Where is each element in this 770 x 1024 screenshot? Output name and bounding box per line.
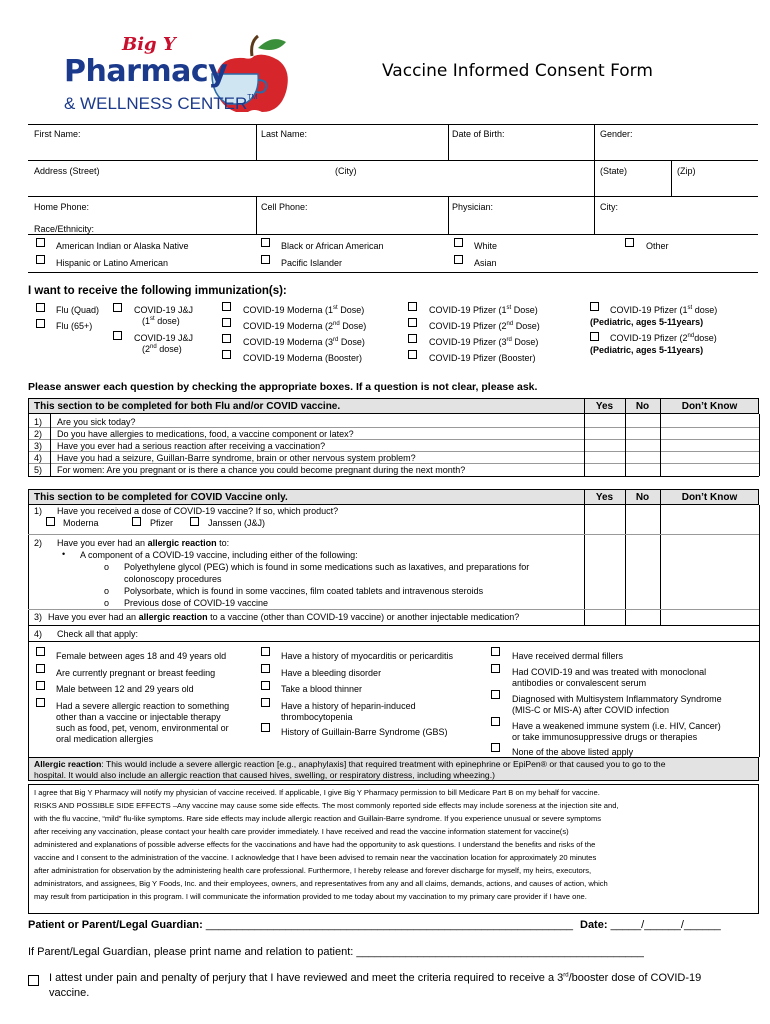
check-monoclonal[interactable] <box>491 664 500 673</box>
pfizer-dose1-label <box>429 305 538 315</box>
check-label: antibodies or convalescent serum <box>512 678 647 688</box>
s1-dk-col[interactable] <box>660 414 661 476</box>
s2-q1-janssen-label: Janssen (J&J) <box>208 518 266 528</box>
race-option-label: American Indian or Alaska Native <box>56 241 189 251</box>
s2-row-line <box>28 625 759 626</box>
logo-sub: & WELLNESS CENTER <box>64 94 248 113</box>
circle-bullet-icon: o <box>104 586 110 596</box>
jj-dose1-b: (1 <box>142 316 151 326</box>
moderna-dose3-label <box>243 337 365 347</box>
s2-no-col[interactable] <box>625 505 626 625</box>
s2-q3-text <box>48 612 519 622</box>
consent-line: after receiving any vaccination, please contact your health care provider immediately. I have received and read the vaccine information statement for vaccine(s) <box>34 827 569 836</box>
s2-q1-pfizer-checkbox[interactable] <box>132 517 141 526</box>
race-checkbox-white[interactable] <box>454 238 463 247</box>
pfizer-dose3-sup: rd <box>506 337 512 343</box>
jj-dose2-c: dose) <box>156 344 182 354</box>
consent-line: vaccine and I consent to the administration of the vaccine. I acknowledge that I have been advised to remain near the vaccination location for approximately 20 minutes <box>34 853 597 862</box>
race-checkbox-pacific-islander[interactable] <box>261 255 270 264</box>
check-label: Had COVID-19 and was treated with monoclonal <box>512 667 707 677</box>
cell-phone-field[interactable]: Cell Phone: <box>261 202 308 212</box>
s2-q2-text <box>57 538 229 548</box>
pfizer-ped-dose1-checkbox[interactable] <box>590 302 599 311</box>
s2-q3-num: 3) <box>34 612 43 622</box>
moderna-dose2-checkbox[interactable] <box>222 318 231 327</box>
grid-v2 <box>448 124 449 160</box>
pfizer-ped-dose1-label <box>610 305 717 315</box>
pfizer-ped-dose2-sup: nd <box>687 333 695 339</box>
circle-bullet-icon: o <box>104 562 110 572</box>
check-label: Have a history of myocarditis or pericarditis <box>281 651 454 661</box>
check-label: Had a severe allergic reaction to something <box>56 701 230 711</box>
s1-dk-header: Don’t Know <box>681 401 738 412</box>
s2-dk-col[interactable] <box>660 505 661 625</box>
s1-q2-num: 2) <box>34 429 43 439</box>
check-dermal-fillers[interactable] <box>491 647 500 656</box>
check-heparin[interactable] <box>261 698 270 707</box>
consent-line: with the flu vaccine, “mild” flu-like symptoms. Rare side effects may include allergic reaction and Guillain-Barre syndrome. If you experience unusual or severe symptoms <box>34 814 602 823</box>
allergic-note-line2: hospital. It would also include an allergic reaction that caused hives, swelling, or respiratory distress, including wheezing.) <box>34 770 495 780</box>
s1-bottom <box>28 476 759 477</box>
jj-dose1-c: dose) <box>154 316 180 326</box>
grid-top <box>28 124 758 125</box>
s2-q1-text: Have you received a dose of COVID-19 vaccine? If so, which product? <box>57 506 339 516</box>
check-label: Take a blood thinner <box>281 684 363 694</box>
race-label: Race/Ethnicity: <box>34 224 95 234</box>
patient-signature-label: Patient or Parent/Legal Guardian: <box>28 919 203 931</box>
zip-field[interactable]: (Zip) <box>677 166 696 176</box>
check-label: Have a bleeding disorder <box>281 668 382 678</box>
date-row <box>580 919 721 931</box>
moderna-dose2-label <box>243 321 366 331</box>
s2-q3-a: Have you ever had an <box>48 612 139 622</box>
s1-row-line <box>28 427 759 428</box>
check-label: (MIS-C or MIS-A) after COVID infection <box>512 705 670 715</box>
moderna-dose1-a: COVID-19 Moderna (1 <box>243 305 334 315</box>
pfizer-ped-dose1-note: (Pediatric, ages 5-11years) <box>590 317 704 327</box>
pfizer-dose1-a: COVID-19 Pfizer (1 <box>429 305 507 315</box>
race-checkbox-black[interactable] <box>261 238 270 247</box>
attest-b: /booster dose of COVID-19 <box>568 972 702 984</box>
s2-q2-a: Have you ever had an <box>57 538 148 548</box>
s2-yes-col[interactable] <box>584 505 585 625</box>
race-option-label: Asian <box>474 258 497 268</box>
grid-v1 <box>256 124 257 160</box>
s2-no-header: No <box>635 492 650 503</box>
s1-q5-num: 5) <box>34 465 43 475</box>
s1-yes-col[interactable] <box>584 414 585 476</box>
pfizer-dose1-c: Dose) <box>511 305 538 315</box>
pfizer-dose1-sup: st <box>506 305 512 311</box>
jj-dose2-label: COVID-19 J&J <box>134 333 194 343</box>
s1-q2-text: Do you have allergies to medications, food, a vaccine component or latex? <box>57 429 354 439</box>
pfizer-dose2-label <box>429 321 540 331</box>
grid-line-2 <box>28 196 758 197</box>
race-option-label: White <box>474 241 498 251</box>
grid-v8 <box>594 196 595 234</box>
logo <box>56 28 296 118</box>
race-option-label: Pacific Islander <box>281 258 343 268</box>
grid-line-1 <box>28 160 758 161</box>
circle-bullet-icon: o <box>104 598 110 608</box>
check-label: Have received dermal fillers <box>512 651 624 661</box>
guardian-row <box>28 946 644 958</box>
patient-signature-line[interactable]: ____________________________________________________________ <box>205 919 573 931</box>
guardian-label: If Parent/Legal Guardian, please print name and relation to patient: <box>28 946 354 958</box>
check-male-12-29[interactable] <box>36 681 45 690</box>
jj-dose1-label: COVID-19 J&J <box>134 305 194 315</box>
s2-row-line <box>28 534 759 535</box>
s2-row-line <box>28 641 759 642</box>
grid-v4 <box>594 160 595 196</box>
flu-quad-label: Flu (Quad) <box>56 305 100 315</box>
pfizer-dose3-c: Dose) <box>511 337 539 347</box>
logo-big-y: Big Y <box>122 34 176 55</box>
consent-line: administered and explanations of possible adverse effects for the vaccinations and have had the opportunity to ask questions. I understand the benefits and risks of the <box>34 840 596 849</box>
s2-q3-b: allergic reaction <box>138 612 208 622</box>
s2-row-line <box>28 609 759 610</box>
moderna-dose1-sup: st <box>333 305 338 311</box>
gender-field[interactable]: Gender: <box>600 129 633 139</box>
s2-right <box>759 505 760 757</box>
check-severe-allergy[interactable] <box>36 698 45 707</box>
moderna-dose3-a: COVID-19 Moderna (3 <box>243 337 334 347</box>
consent-line: after administration for observation by the administering health care professional. Furthermore, I hereby release and forever discharge for myself, my heirs, executors, <box>34 866 592 875</box>
s2-dk-header: Don’t Know <box>681 492 738 503</box>
s2-left <box>28 505 29 757</box>
jj-dose2-sub <box>142 344 182 354</box>
pfizer-ped-dose2-checkbox[interactable] <box>590 332 599 341</box>
check-label: such as food, pet, venom, environmental or <box>56 723 229 733</box>
s2-q1-num: 1) <box>34 506 43 516</box>
moderna-booster-label: COVID-19 Moderna (Booster) <box>243 353 363 363</box>
s1-no-col[interactable] <box>625 414 626 476</box>
logo-tm: TM <box>247 94 258 101</box>
bullet-icon: • <box>62 549 66 559</box>
s1-q1-text: Are you sick today? <box>57 417 136 427</box>
pfizer-ped-dose2-note: (Pediatric, ages 5-11years) <box>590 345 704 355</box>
check-label: Are currently pregnant or breast feeding <box>56 668 216 678</box>
s2-q2-bullet: A component of a COVID-19 vaccine, including either of the following: <box>80 550 358 560</box>
check-label: Have a history of heparin-induced <box>281 701 416 711</box>
s1-row-line <box>28 439 759 440</box>
city-field[interactable]: (City) <box>335 166 357 176</box>
check-label: None of the above listed apply <box>512 747 634 757</box>
jj-dose1-checkbox[interactable] <box>113 303 122 312</box>
check-label: Male between 12 and 29 years old <box>56 684 194 694</box>
s1-q3-num: 3) <box>34 441 43 451</box>
check-label: History of Guillain-Barre Syndrome (GBS) <box>281 727 448 737</box>
allergic-note-line1 <box>34 759 666 769</box>
last-name-field[interactable]: Last Name: <box>261 129 308 139</box>
s2-q1-janssen-checkbox[interactable] <box>190 517 199 526</box>
moderna-dose2-sup: nd <box>333 321 340 327</box>
grid-line-4 <box>28 272 758 273</box>
attest-checkbox[interactable] <box>28 975 39 986</box>
pfizer-ped-dose1-c: dose) <box>692 305 718 315</box>
s1-no-header: No <box>635 401 650 412</box>
check-label: Diagnosed with Multisystem Inflammatory Syndrome <box>512 694 722 704</box>
race-option-label: Black or African American <box>281 241 384 251</box>
s2-q1-pfizer-label: Pfizer <box>150 518 174 528</box>
grid-v7 <box>448 196 449 234</box>
date-label: Date: <box>580 919 608 931</box>
moderna-dose2-a: COVID-19 Moderna (2 <box>243 321 334 331</box>
immunization-heading: I want to receive the following immunization(s): <box>28 285 287 297</box>
attest-sup: rd <box>563 972 569 979</box>
race-checkbox-american-indian[interactable] <box>36 238 45 247</box>
s1-row-line <box>28 451 759 452</box>
moderna-dose3-sup: rd <box>333 337 339 343</box>
consent-line: RISKS AND POSSIBLE SIDE EFFECTS –Any vaccine may cause some side effects. The most commonly reported side effects may include soreness at the injection site and, <box>34 801 619 810</box>
date-line[interactable]: _____/______/______ <box>607 919 721 931</box>
race-option-label: Other <box>646 241 669 251</box>
section1-title: This section to be completed for both Flu and/or COVID vaccine. <box>34 401 341 412</box>
allergic-note-text1: : This would include a severe allergic reaction [e.g., anaphylaxis] that required treatment with epinephrine or EpiPen® or that caused you to go to the <box>101 759 666 769</box>
check-label: or take immunosuppressive drugs or therapies <box>512 732 698 742</box>
patient-signature-row <box>28 919 573 931</box>
consent-line: administrators, and assignees, Big Y Foods, Inc. and their employees, owners, and representatives from any and all claims, demands, actions, and causes of action, which <box>34 879 608 888</box>
attest-text <box>49 972 701 984</box>
attest-text-line2: vaccine. <box>49 987 90 999</box>
s2-q2-sub1a: Polyethylene glycol (PEG) which is found in some medications such as laxatives, and preparations for <box>124 562 530 572</box>
s1-yes-header: Yes <box>595 401 614 412</box>
pfizer-ped-dose1-sup: st <box>687 305 693 311</box>
s2-q2-sub3: Previous dose of COVID-19 vaccine <box>124 598 269 608</box>
jj-dose1-sup: st <box>150 316 155 322</box>
instructions: Please answer each question by checking the appropriate boxes. If a question is not clear, please ask. <box>28 381 538 393</box>
form-title: Vaccine Informed Consent Form <box>382 61 653 81</box>
pfizer-dose3-label <box>429 337 538 347</box>
jj-dose2-b: (2 <box>142 344 151 354</box>
s1-q5-text: For women: Are you pregnant or is there a chance you could become pregnant during the next month? <box>57 465 466 475</box>
check-none-apply[interactable] <box>491 743 500 752</box>
check-weakened-immune[interactable] <box>491 717 500 726</box>
s2-q4-text: Check all that apply: <box>57 629 139 639</box>
s1-q4-num: 4) <box>34 453 43 463</box>
grid-v3 <box>594 124 595 160</box>
pfizer-ped-dose2-c: dose) <box>694 333 717 343</box>
moderna-booster-checkbox[interactable] <box>222 350 231 359</box>
pfizer-dose1-checkbox[interactable] <box>408 302 417 311</box>
s1-row-line <box>28 463 759 464</box>
s2-q3-c: to a vaccine (other than COVID-19 vaccine) or another injectable medication? <box>207 612 520 622</box>
pfizer-ped-dose2-a: COVID-19 Pfizer (2 <box>610 333 688 343</box>
flu-65-checkbox[interactable] <box>36 319 45 328</box>
s2-q1-moderna-label: Moderna <box>63 518 99 528</box>
check-blood-thinner[interactable] <box>261 681 270 690</box>
pfizer-ped-dose1-a: COVID-19 Pfizer (1 <box>610 305 688 315</box>
check-label: thrombocytopenia <box>281 712 353 722</box>
check-label: oral medication allergies <box>56 734 154 744</box>
race-option-label: Hispanic or Latino American <box>56 258 169 268</box>
address-field[interactable]: Address (Street) <box>34 166 100 176</box>
check-label: Female between ages 18 and 49 years old <box>56 651 227 661</box>
s2-q2-c: to: <box>216 538 230 548</box>
check-bleeding-disorder[interactable] <box>261 664 270 673</box>
dob-field[interactable]: Date of Birth: <box>452 129 505 139</box>
s1-left <box>28 414 29 476</box>
check-myocarditis[interactable] <box>261 647 270 656</box>
s2-q2-num: 2) <box>34 538 43 548</box>
check-gbs[interactable] <box>261 723 270 732</box>
s1-q4-text: Have you had a seizure, Guillan-Barre syndrome, brain or other nervous system problem? <box>57 453 416 463</box>
check-label: other than a vaccine or injectable therapy <box>56 712 221 722</box>
pfizer-booster-checkbox[interactable] <box>408 350 417 359</box>
jj-dose2-sup: nd <box>150 344 157 350</box>
pfizer-booster-label: COVID-19 Pfizer (Booster) <box>429 353 536 363</box>
s2-q4-num: 4) <box>34 629 43 639</box>
s2-q2-sub1b: colonoscopy procedures <box>124 574 222 584</box>
s1-q1-num: 1) <box>34 417 43 427</box>
consent-line: I agree that Big Y Pharmacy will notify my physician of vaccine received. If applicable, I give Big Y Pharmacy permission to bill Medicare Part B on my behalf for vaccine. <box>34 788 600 797</box>
s2-q1-moderna-checkbox[interactable] <box>46 517 55 526</box>
pfizer-dose3-a: COVID-19 Pfizer (3 <box>429 337 507 347</box>
physician-field[interactable]: Physician: <box>452 202 494 212</box>
s1-right <box>759 414 760 476</box>
pfizer-ped-dose2-label <box>610 333 717 343</box>
section2-title: This section to be completed for COVID Vaccine only. <box>34 492 288 503</box>
check-label: Have a weakened immune system (i.e. HIV, Cancer) <box>512 721 721 731</box>
home-phone-field[interactable]: Home Phone: <box>34 202 90 212</box>
flu-quad-checkbox[interactable] <box>36 303 45 312</box>
moderna-dose2-c: Dose) <box>339 321 367 331</box>
first-name-field[interactable]: First Name: <box>34 129 81 139</box>
moderna-dose1-label <box>243 305 364 315</box>
s1-num-col <box>50 414 51 476</box>
pfizer-dose2-checkbox[interactable] <box>408 318 417 327</box>
race-checkbox-hispanic[interactable] <box>36 255 45 264</box>
jj-dose2-checkbox[interactable] <box>113 331 122 340</box>
moderna-dose1-checkbox[interactable] <box>222 302 231 311</box>
s2-q2-sub2: Polysorbate, which is found in some vaccines, film coated tablets and intravenous steroids <box>124 586 484 596</box>
pfizer-dose2-a: COVID-19 Pfizer (2 <box>429 321 507 331</box>
s1-q3-text: Have you ever had a serious reaction after receiving a vaccination? <box>57 441 326 451</box>
pfizer-dose2-sup: nd <box>506 321 514 327</box>
logo-brand: Pharmacy <box>64 54 228 89</box>
s2-q2-b: allergic reaction <box>147 538 217 548</box>
allergic-note-label: Allergic reaction <box>34 759 102 769</box>
attest-a: I attest under pain and penalty of perjury that I have reviewed and meet the criteria required to receive a 3 <box>49 972 564 984</box>
logo-sub-row <box>64 94 257 114</box>
check-mis[interactable] <box>491 690 500 699</box>
moderna-dose1-c: Dose) <box>337 305 365 315</box>
jj-dose1-sub <box>142 316 180 326</box>
moderna-dose3-c: Dose) <box>338 337 365 347</box>
pfizer-dose3-checkbox[interactable] <box>408 334 417 343</box>
flu-65-label: Flu (65+) <box>56 321 93 331</box>
race-checkbox-asian[interactable] <box>454 255 463 264</box>
pfizer-dose2-c: Dose) <box>513 321 540 331</box>
state-field[interactable]: (State) <box>600 166 628 176</box>
race-checkbox-other[interactable] <box>625 238 634 247</box>
physician-city-field[interactable]: City: <box>600 202 618 212</box>
grid-line-3 <box>28 234 758 235</box>
check-pregnant[interactable] <box>36 664 45 673</box>
s2-yes-header: Yes <box>595 492 614 503</box>
guardian-line[interactable]: _______________________________________________ <box>353 946 644 958</box>
moderna-dose3-checkbox[interactable] <box>222 334 231 343</box>
grid-v6 <box>256 196 257 234</box>
grid-v5 <box>671 160 672 196</box>
check-female-18-49[interactable] <box>36 647 45 656</box>
consent-line: may result from participation in this program. I will communicate the information provided to me today about my vaccination to my primary care provider if I have one. <box>34 892 587 901</box>
